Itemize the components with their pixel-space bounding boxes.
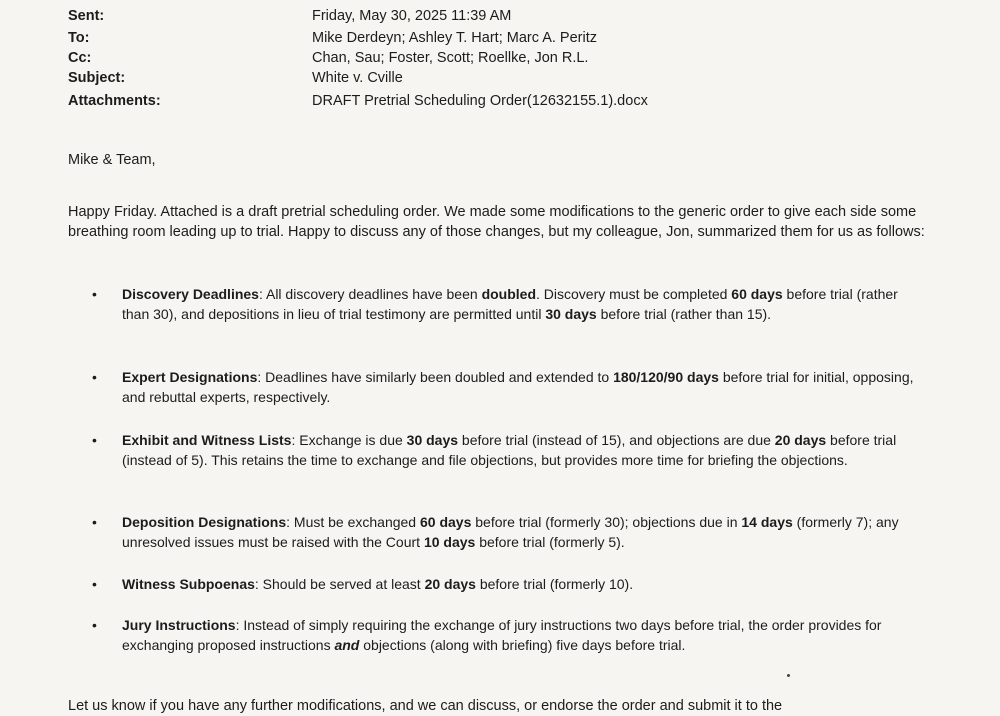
list-item-exhibit: Exhibit and Witness Lists: Exchange is due 30 days before trial (instead of 15), and objections are due 20 days before trial (instead of 5). This retains the time to exchange and file objections, but provides more time for briefing the objections. (122, 432, 897, 468)
bullet-marker: • (92, 432, 97, 448)
closing-line: Let us know if you have any further modifications, and we can discuss, or endorse the order and submit it to the (68, 698, 783, 714)
attachments-label: Attachments: (68, 93, 161, 109)
attachments-value: DRAFT Pretrial Scheduling Order(12632155.1).docx (312, 93, 648, 109)
to-value: Mike Derdeyn; Ashley T. Hart; Marc A. Peritz (312, 30, 597, 46)
subject-value: White v. Cville (312, 70, 403, 86)
list-item-subpoenas: Witness Subpoenas: Should be served at least 20 days before trial (formerly 10). (122, 576, 634, 592)
subject-label: Subject: (68, 70, 126, 86)
item-title: Witness Subpoenas (122, 576, 255, 592)
list-item-deposition: Deposition Designations: Must be exchanged 60 days before trial (formerly 30); objections due in 14 days (formerly 7); any unresolved issues must be raised with the Court 10 days before trial (formerly 5). (122, 514, 899, 550)
item-title: Exhibit and Witness Lists (122, 432, 292, 448)
bullet-marker: • (92, 514, 97, 530)
to-label: To: (68, 30, 90, 46)
list-item-expert: Expert Designations: Deadlines have similarly been doubled and extended to 180/120/90 days before trial for initial, opposing, and rebuttal experts, respectively. (122, 369, 914, 405)
bullet-marker: • (92, 286, 97, 302)
item-title: Discovery Deadlines (122, 286, 259, 302)
scan-speck (787, 674, 790, 677)
cc-value: Chan, Sau; Foster, Scott; Roellke, Jon R.L. (312, 50, 589, 66)
sent-label: Sent: (68, 8, 105, 24)
list-item-discovery: Discovery Deadlines: All discovery deadlines have been doubled. Discovery must be completed 60 days before trial (rather than 30), and depositions in lieu of trial testimony are permitted until 30 days before trial (rather than 15). (122, 286, 898, 322)
bullet-marker: • (92, 369, 97, 385)
greeting: Mike & Team, (68, 152, 156, 168)
bullet-marker: • (92, 617, 97, 633)
list-item-jury: Jury Instructions: Instead of simply requiring the exchange of jury instructions two days before trial, the order provides for exchanging proposed instructions and objections (along with briefing) five days before trial. (122, 617, 882, 653)
item-title: Jury Instructions (122, 617, 236, 633)
item-title: Expert Designations (122, 369, 258, 385)
bullet-marker: • (92, 576, 97, 592)
cc-label: Cc: (68, 50, 92, 66)
sent-value: Friday, May 30, 2025 11:39 AM (312, 8, 512, 24)
intro-paragraph: Happy Friday. Attached is a draft pretrial scheduling order. We made some modifications to the generic order to give each side some breathing room leading up to trial. Happy to discuss any of those changes, but my colleague, Jon, summarized them for us as follows: (68, 204, 925, 240)
item-title: Deposition Designations (122, 514, 287, 530)
